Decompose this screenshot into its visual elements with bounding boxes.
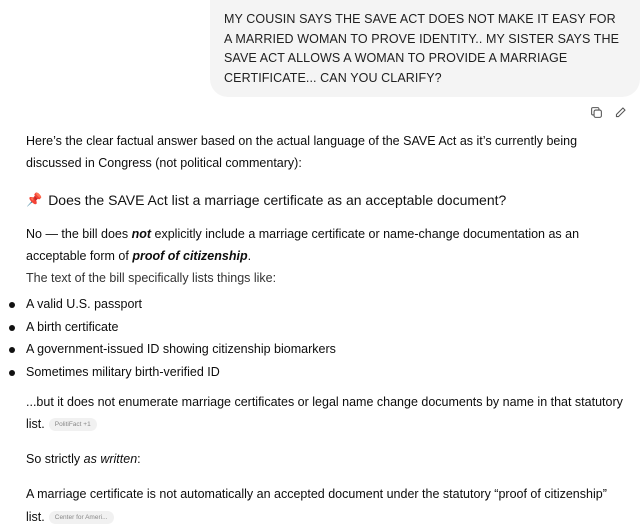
- assistant-answer: [26, 130, 626, 529]
- no-text-1: No — the bill does: [26, 227, 132, 241]
- list-item: Sometimes military birth-verified ID: [26, 361, 626, 384]
- but-text-1: ...but it: [26, 395, 67, 409]
- but-strong: does not enumerate marriage certificates or legal name change documents by name: [67, 395, 534, 409]
- but-text-2: in that statutory list.: [26, 395, 623, 431]
- source-chip-politifact[interactable]: PolitiFact +1: [49, 418, 97, 431]
- edit-icon[interactable]: [612, 104, 628, 120]
- list-intro: The text of the bill specifically lists things like:: [26, 271, 277, 285]
- source-chip-center[interactable]: Center for Ameri...: [49, 511, 114, 524]
- document-list: [26, 293, 626, 383]
- heading-text: Does the SAVE Act list a marriage certificate as an acceptable document?: [48, 192, 507, 208]
- but-paragraph: [26, 391, 626, 435]
- so-emphasis: as written: [83, 452, 138, 466]
- user-message-text: MY COUSIN SAYS THE SAVE ACT DOES NOT MAKE IT EASY FOR A MARRIED WOMAN TO PROVE IDENTITY.. MY SISTER SAYS THE SAVE ACT ALLOWS A WOMAN TO PROVIDE A MARRIAGE CERTIFICATE... CAN YOU CLARIFY?: [224, 12, 620, 85]
- section-heading: [26, 189, 626, 211]
- copy-icon[interactable]: [588, 104, 604, 120]
- final-text: A marriage certificate is not automatically an accepted document under the statutory “proof of citizenship” list.: [26, 487, 607, 524]
- proof-emphasis: proof of citizenship: [132, 249, 248, 263]
- no-paragraph: [26, 223, 626, 267]
- so-text-2: :: [137, 452, 141, 466]
- so-paragraph: [26, 448, 626, 470]
- list-item: A valid U.S. passport: [26, 293, 626, 316]
- list-item: A government-issued ID showing citizenship biomarkers: [26, 338, 626, 361]
- no-text-2: explicitly include a marriage certificate or name-change documentation as an acceptable form of: [26, 227, 580, 263]
- no-text-3: .: [247, 249, 252, 263]
- not-emphasis: not: [131, 227, 152, 241]
- pushpin-icon: 📌: [26, 192, 43, 207]
- list-item: A birth certificate: [26, 316, 626, 339]
- final-paragraph: [26, 483, 626, 529]
- user-message-bubble: [210, 0, 640, 97]
- intro-paragraph: [26, 130, 626, 174]
- intro-text: Here’s the: [26, 134, 87, 148]
- intro-strong: clear factual answer: [86, 134, 198, 148]
- intro-text-2: based on the actual language of the SAVE Act as it’s currently being discussed in Congress (not political commentary):: [26, 134, 578, 170]
- message-actions: [588, 104, 628, 120]
- so-text-1: So strictly: [26, 452, 84, 466]
